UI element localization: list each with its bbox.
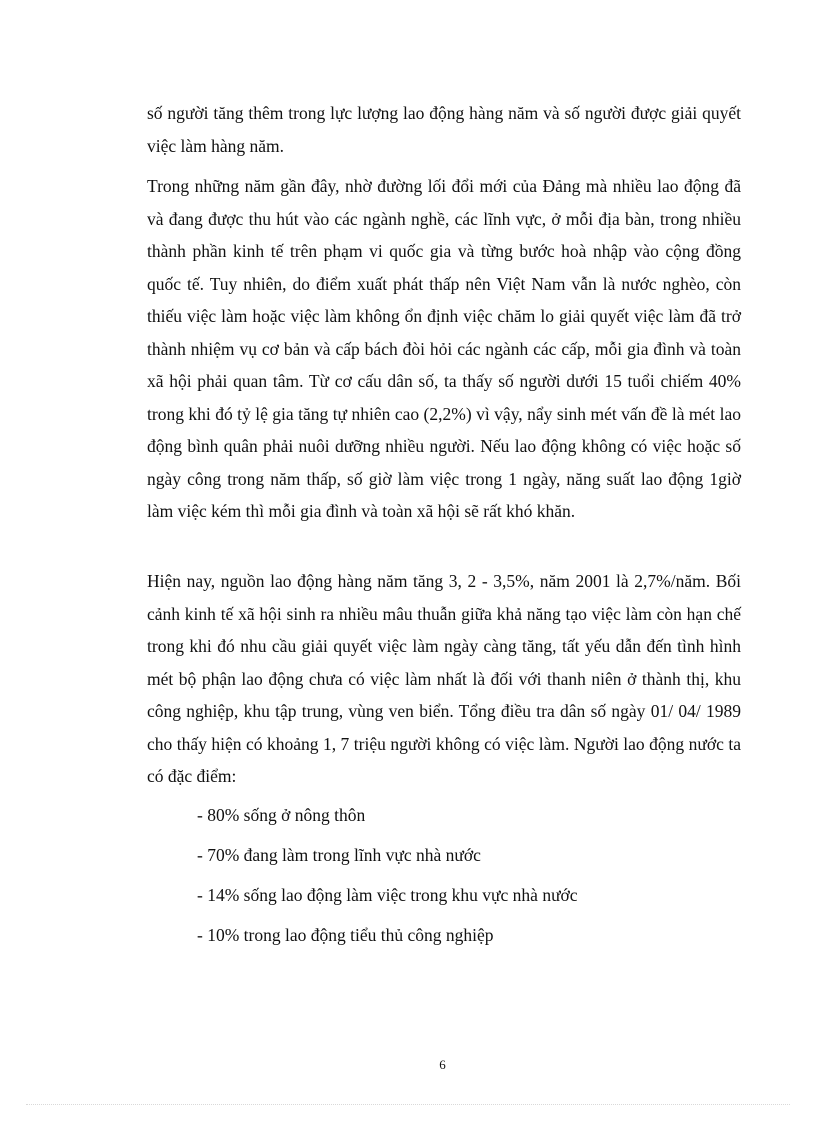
paragraph-2: Trong những năm gần đây, nhờ đường lối đổi mới của Đảng mà nhiều lao động đã và đang được thu hút vào các ngành nghề, các lĩnh vực, ở mỗi địa bàn, trong nhiều thành phần kinh tế trên phạm vi quốc gia và từng bước hoà nhập vào cộng đồng quốc tế. Tuy nhiên, do điểm xuất phát thấp nên Việt Nam vẫn là nước nghèo, còn thiếu việc làm hoặc việc làm không ổn định việc chăm lo giải quyết việc làm đã trở thành nhiệm vụ cơ bản và cấp bách đòi hỏi các ngành các cấp, mỗi gia đình và toàn xã hội phải quan tâm. Từ cơ cấu dân số, ta thấy số người dưới 15 tuổi chiếm 40% trong khi đó tỷ lệ gia tăng tự nhiên cao (2,2%) vì vậy, nẩy sinh mét vấn đề là mét lao động bình quân phải nuôi dưỡng nhiều người. Nếu lao động không có việc hoặc số ngày công trong năm thấp, số giờ làm việc trong 1 ngày, năng suất lao động 1giờ làm việc kém thì mỗi gia đình và toàn xã hội sẽ rất khó khăn. bbox=[147, 176, 741, 521]
page-number: 6 bbox=[439, 1057, 446, 1072]
page-bottom-divider bbox=[26, 1104, 790, 1105]
bullet-item-handicraft: - 10% trong lao động tiểu thủ công nghiệp bbox=[197, 925, 494, 945]
paragraph-1: số người tăng thêm trong lực lượng lao động hàng năm và số người được giải quyết việc làm hàng năm. bbox=[147, 103, 741, 156]
bullet-item-state-area-work: - 14% sống lao động làm việc trong khu vực nhà nước bbox=[197, 885, 578, 905]
paragraph-3: Hiện nay, nguồn lao động hàng năm tăng 3, 2 - 3,5%, năm 2001 là 2,7%/năm. Bối cảnh kinh tế xã hội sinh ra nhiều mâu thuẫn giữa khả năng tạo việc làm còn hạn chế trong khi đó nhu cầu giải quyết việc làm ngày càng tăng, tất yếu dẫn đến tình hình mét bộ phận lao động chưa có việc làm nhất là đối với thanh niên ở thành thị, khu công nghiệp, khu tập trung, vùng ven biển. Tổng điều tra dân số ngày 01/ 04/ 1989 cho thấy hiện có khoảng 1, 7 triệu người không có việc làm. Người lao động nước ta có đặc điểm: bbox=[147, 571, 741, 786]
bullet-item-state-sector: - 70% đang làm trong lĩnh vực nhà nước bbox=[197, 845, 481, 865]
bullet-item-rural: - 80% sống ở nông thôn bbox=[197, 805, 366, 825]
